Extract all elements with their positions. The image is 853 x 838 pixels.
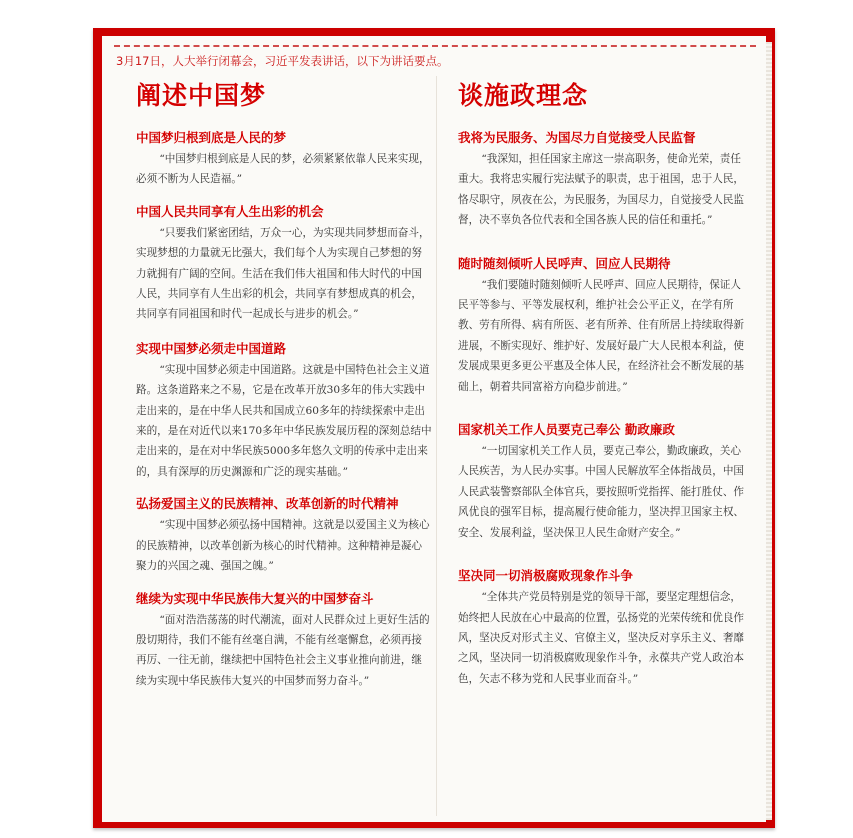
section xyxy=(136,129,432,190)
section xyxy=(458,567,748,689)
section-body: “实现中国梦必须走中国道路。这就是中国特色社会主义道路。这条道路来之不易，它是在改革开放30多年的伟大实践中走出来的，是在中华人民共和国成立60多年的持续探索中走出来的，是在对近代以来170多年中华民族发展历程的深刻总结中走出来的，是在对中华民族5000多年悠久文明的传承中走出来的，具有深厚的历史渊源和广泛的现实基础。” xyxy=(136,363,432,478)
section xyxy=(136,340,432,482)
section-heading: 中国人民共同享有人生出彩的机会 xyxy=(136,203,324,219)
section xyxy=(458,255,748,397)
section-body: “我深知，担任国家主席这一崇高职务，使命光荣，责任重大。我将忠实履行宪法赋予的职责，忠于祖国，忠于人民，恪尽职守，夙夜在公，为民服务，为国尽力，自觉接受人民监督，决不辜负各位代表和全国各族人民的信任和重托。” xyxy=(458,153,745,227)
section-body: “中国梦归根到底是人民的梦，必须紧紧依靠人民来实现，必须不断为人民造福。” xyxy=(136,153,430,186)
left-column-title: 阐述中国梦 xyxy=(136,81,267,110)
section-heading: 国家机关工作人员要克己奉公 勤政廉政 xyxy=(458,422,675,438)
section-body: “只要我们紧密团结，万众一心，为实现共同梦想而奋斗，实现梦想的力量就无比强大，我们每个人为实现自己梦想的努力就拥有广阔的空间。生活在我们伟大祖国和伟大时代的中国人民，共同享有人生出彩的机会，共同享有梦想成真的机会，共同享有同祖国和时代一起成长与进步的机会。” xyxy=(136,226,430,321)
right-column-title: 谈施政理念 xyxy=(458,81,589,110)
section-heading: 继续为实现中华民族伟大复兴的中国梦奋斗 xyxy=(136,590,374,606)
dashed-divider xyxy=(114,45,756,47)
section-body: “全体共产党员特别是党的领导干部，要坚定理想信念，始终把人民放在心中最高的位置，弘扬党的光荣传统和优良作风，坚决反对形式主义、官僚主义，坚决反对享乐主义、奢靡之风，坚决同一切消极腐败现象作斗争，永葆共产党人政治本色，矢志不移为党和人民事业而奋斗。” xyxy=(458,591,745,685)
section-heading: 我将为民服务、为国尽力自觉接受人民监督 xyxy=(458,130,696,145)
section-body: “我们要随时随刻倾听人民呼声、回应人民期待，保证人民平等参与、平等发展权利，维护社会公平正义，在学有所教、劳有所得、病有所医、老有所养、住有所居上持续取得新进展，不断实现好、维护好、发展好最广大人民根本利益，使发展成果更多更公平惠及全体人民，在经济社会不断发展的基础上，朝着共同富裕方向稳步前进。” xyxy=(458,278,745,393)
section-heading: 实现中国梦必须走中国道路 xyxy=(136,340,287,356)
section xyxy=(136,203,432,325)
section-heading: 随时随刻倾听人民呼声、回应人民期待 xyxy=(458,255,671,271)
section-heading: 中国梦归根到底是人民的梦 xyxy=(136,130,287,145)
header-note: 3月17日，人大举行闭幕会，习近平发表讲话，以下为讲话要点。 xyxy=(116,54,449,68)
section-body: “面对浩浩荡荡的时代潮流，面对人民群众过上更好生活的殷切期待，我们不能有丝毫自满，不能有丝毫懈怠，必须再接再厉、一往无前，继续把中国特色社会主义事业推向前进，继续为实现中华民族伟大复兴的中国梦而努力奋斗。” xyxy=(136,613,430,687)
section xyxy=(136,590,432,692)
section-heading: 弘扬爱国主义的民族精神、改革创新的时代精神 xyxy=(136,496,399,512)
paper-sheet xyxy=(102,36,766,822)
section-body: “实现中国梦必须弘扬中国精神。这就是以爱国主义为核心的民族精神，以改革创新为核心的时代精神。这种精神是凝心聚力的兴国之魂、强国之魄。” xyxy=(136,519,430,573)
left-column xyxy=(136,80,432,705)
section xyxy=(458,421,748,543)
section xyxy=(136,495,432,576)
section xyxy=(458,129,748,231)
right-column xyxy=(458,80,748,703)
section-body: “一切国家机关工作人员，要克己奉公，勤政廉政，关心人民疾苦，为人民办实事。中国人民解放军全体指战员，中国人民武装警察部队全体官兵，要按照听党指挥、能打胜仗、作风优良的强军目标，提高履行使命能力，坚决捍卫国家主权、安全、发展利益，坚决保卫人民生命财产安全。” xyxy=(458,445,745,539)
section-heading: 坚决同一切消极腐败现象作斗争 xyxy=(458,568,634,584)
column-divider xyxy=(436,76,437,816)
